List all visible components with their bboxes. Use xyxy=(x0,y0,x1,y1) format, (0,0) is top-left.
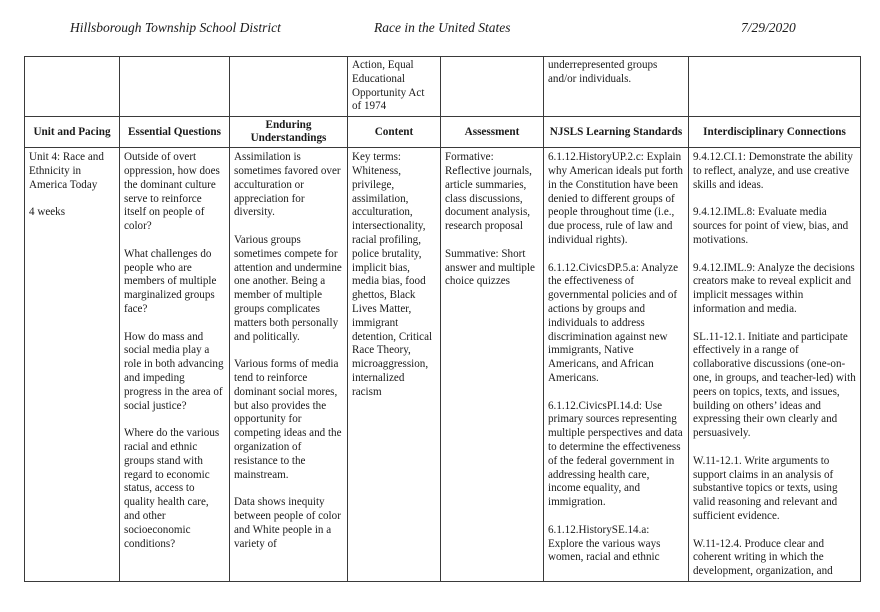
unit-row xyxy=(25,148,861,582)
header-row xyxy=(25,117,861,148)
enduring-understanding: Data shows inequity between people of color and White people in a variety of xyxy=(234,496,341,550)
learning-standard: 6.1.12.HistorySE.14.a: Explore the various ways women, racial and ethnic xyxy=(548,523,661,564)
learning-standard: 6.1.12.HistoryUP.2.c: Explain why American ideals put forth in the Constitution have been denied to different groups of people throughout time (i.e., due process, rule of law and individual rights). xyxy=(548,151,683,246)
continuation-row xyxy=(25,57,861,117)
document-date: 7/29/2020 xyxy=(741,20,796,35)
column-header-questions: Essential Questions xyxy=(120,117,230,148)
column-header-understandings: Enduring Understandings xyxy=(230,117,348,148)
enduring-understandings-cell xyxy=(230,148,348,582)
unit-pacing: 4 weeks xyxy=(29,206,66,219)
unit-cell xyxy=(25,148,120,582)
enduring-understanding: Various forms of media tend to reinforce dominant social mores, but also provides the opportunity for competing ideas and the organization of resistance to the mainstream. xyxy=(234,358,342,481)
interdisciplinary-connection: 9.4.12.CI.1: Demonstrate the ability to reflect, analyze, and use creative skills and ideas. xyxy=(693,151,853,191)
essential-question: How do mass and social media play a role in both advancing and impeding progress in the area of social justice? xyxy=(124,330,224,412)
cont-cell-understandings xyxy=(230,57,348,117)
essential-question: Where do the various racial and ethnic groups stand with regard to economic status, access to quality health care, and other socioeconomic conditions? xyxy=(124,427,220,550)
interdisciplinary-connection: 9.4.12.IML.9: Analyze the decisions creators make to reveal explicit and implicit messages within information and media. xyxy=(693,261,855,315)
essential-questions-cell xyxy=(120,148,230,582)
cont-cell-content: Action, Equal Educational Opportunity Act of 1974 xyxy=(348,57,441,117)
column-header-standards: NJSLS Learning Standards xyxy=(544,117,689,148)
interdisciplinary-connection: 9.4.12.IML.8: Evaluate media sources for point of view, bias, and motivations. xyxy=(693,206,849,246)
essential-question: Outside of overt oppression, how does the dominant culture serve to reinforce itself on people of color? xyxy=(124,151,220,233)
page-header xyxy=(0,20,880,42)
formative-assessment: Formative: Reflective journals, article summaries, class discussions, document analysis, research proposal xyxy=(445,151,532,233)
learning-standard: 6.1.12.CivicsDP.5.a: Analyze the effectiveness of governmental policies and of actions by groups and individuals to address discrimination against new immigrants, Native Americans, and African Americans. xyxy=(548,261,679,384)
standards-cell xyxy=(544,148,689,582)
column-header-assessment: Assessment xyxy=(441,117,544,148)
column-header-content: Content xyxy=(348,117,441,148)
enduring-understanding: Various groups sometimes compete for attention and undermine one another. Being a member of multiple groups complicates matters both personally and politically. xyxy=(234,233,342,343)
unit-title: Unit 4: Race and Ethnicity in America Today xyxy=(29,151,104,191)
document-title: Race in the United States xyxy=(374,20,511,35)
connections-cell xyxy=(689,148,861,582)
content-key-terms: Key terms: Whiteness, privilege, assimilation, acculturation, intersectionality, racial profiling, police brutality, implicit bias, media bias, food ghettos, Black Lives Matter, immigrant detention, Critical Race Theory, microaggression, internalized racism xyxy=(352,151,433,398)
cont-cell-unit xyxy=(25,57,120,117)
cont-cell-connections xyxy=(689,57,861,117)
summative-assessment: Summative: Short answer and multiple choice quizzes xyxy=(445,247,535,288)
curriculum-table xyxy=(24,56,861,582)
column-header-connections: Interdisciplinary Connections xyxy=(689,117,861,148)
interdisciplinary-connection: SL.11-12.1. Initiate and participate effectively in a range of collaborative discussions (one-on-one, in groups, and teacher-led) with peers on topics, texts, and issues, building on others’ ideas and expressing their own clearly and persuasively. xyxy=(693,330,856,440)
cont-cell-standards: underrepresented groups and/or individuals. xyxy=(544,57,689,117)
district-name: Hillsborough Township School District xyxy=(70,20,281,35)
interdisciplinary-connection: W.11-12.1. Write arguments to support claims in an analysis of substantive topics or texts, using valid reasoning and relevant and sufficient evidence. xyxy=(693,454,838,522)
assessment-cell xyxy=(441,148,544,582)
cont-cell-assessment xyxy=(441,57,544,117)
interdisciplinary-connection: W.11-12.4. Produce clear and coherent writing in which the development, organization, and xyxy=(693,537,833,578)
enduring-understanding: Assimilation is sometimes favored over acculturation or appreciation for diversity. xyxy=(234,151,341,219)
content-cell xyxy=(348,148,441,582)
column-header-unit: Unit and Pacing xyxy=(25,117,120,148)
essential-question: What challenges do people who are members of multiple marginalized groups face? xyxy=(124,247,217,315)
cont-cell-questions xyxy=(120,57,230,117)
learning-standard: 6.1.12.CivicsPI.14.d: Use primary sources representing multiple perspectives and data to determine the effectiveness of the federal government in addressing health care, income equality, and immigration. xyxy=(548,399,683,509)
